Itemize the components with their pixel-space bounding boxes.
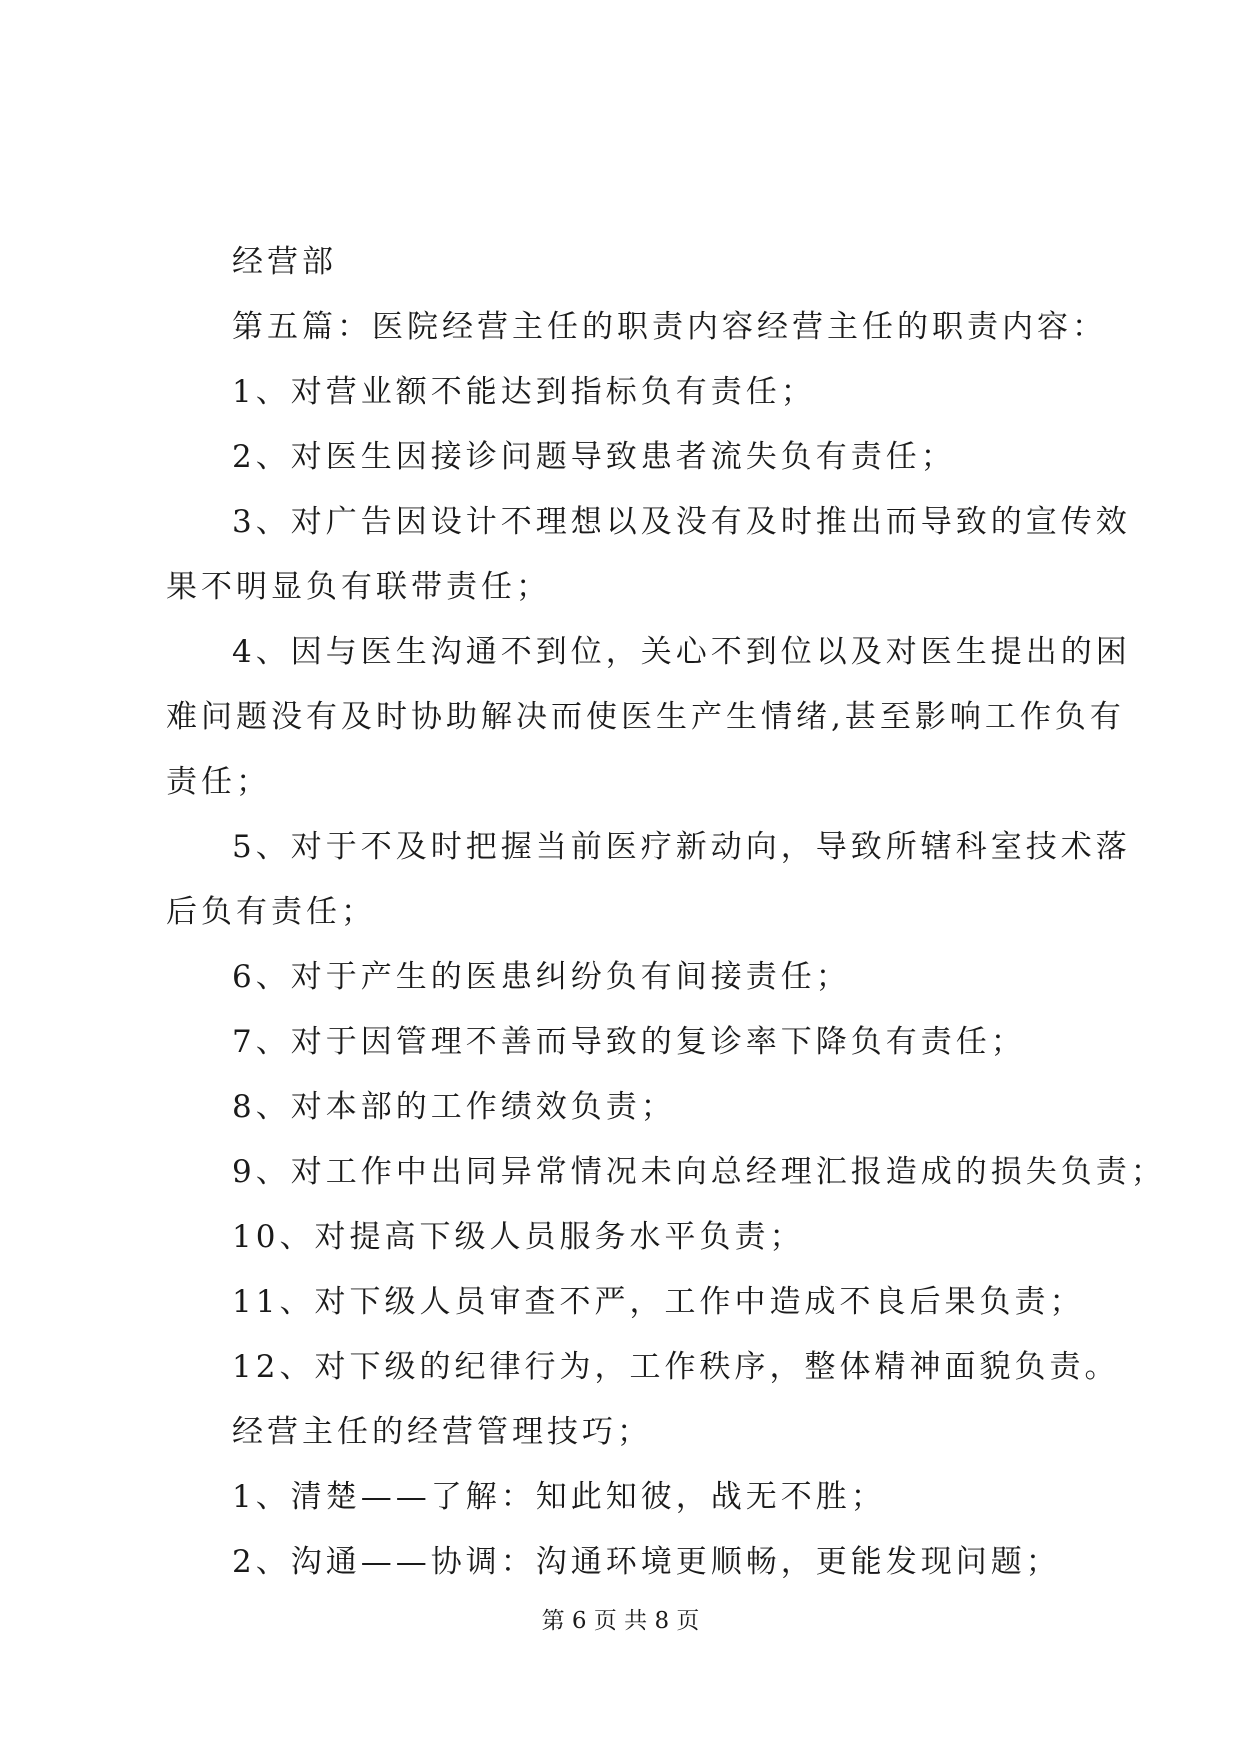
text-line: 责任；: [166, 764, 271, 800]
text-line: 4、因与医生沟通不到位，关心不到位以及对医生提出的困: [232, 634, 1131, 670]
text-line: 12、对下级的纪律行为，工作秩序，整体精神面貌负责。: [232, 1349, 1120, 1385]
text-line: 果不明显负有联带责任；: [166, 569, 551, 605]
text-line: 8、对本部的工作绩效负责；: [232, 1089, 676, 1125]
text-line: 难问题没有及时协助解决而使医生产生情绪,甚至影响工作负有: [166, 699, 1125, 735]
text-line: 11、对下级人员审查不严，工作中造成不良后果负责；: [232, 1284, 1085, 1320]
text-line: 第五篇：医院经营主任的职责内容经营主任的职责内容：: [232, 309, 1107, 345]
text-line: 后负有责任；: [166, 894, 376, 930]
text-line: 经营部: [232, 244, 337, 280]
text-line: 1、清楚——了解：知此知彼，战无不胜；: [232, 1479, 886, 1515]
text-line: 3、对广告因设计不理想以及没有及时推出而导致的宣传效: [232, 504, 1131, 540]
document-body: [166, 230, 1166, 1595]
text-line: 6、对于产生的医患纠纷负有间接责任；: [232, 959, 851, 995]
text-line: 5、对于不及时把握当前医疗新动向，导致所辖科室技术落: [232, 829, 1131, 865]
text-line: 1、对营业额不能达到指标负有责任；: [232, 374, 816, 410]
text-line: 2、沟通——协调：沟通环境更顺畅，更能发现问题；: [232, 1544, 1061, 1580]
text-line: 9、对工作中出同异常情况未向总经理汇报造成的损失负责；: [232, 1154, 1166, 1190]
text-line: 经营主任的经营管理技巧；: [232, 1414, 652, 1450]
text-line: 7、对于因管理不善而导致的复诊率下降负有责任；: [232, 1024, 1026, 1060]
text-line: 2、对医生因接诊问题导致患者流失负有责任；: [232, 439, 956, 475]
text-line: 10、对提高下级人员服务水平负责；: [232, 1219, 805, 1255]
page-footer: 第 6 页 共 8 页: [541, 1608, 700, 1634]
